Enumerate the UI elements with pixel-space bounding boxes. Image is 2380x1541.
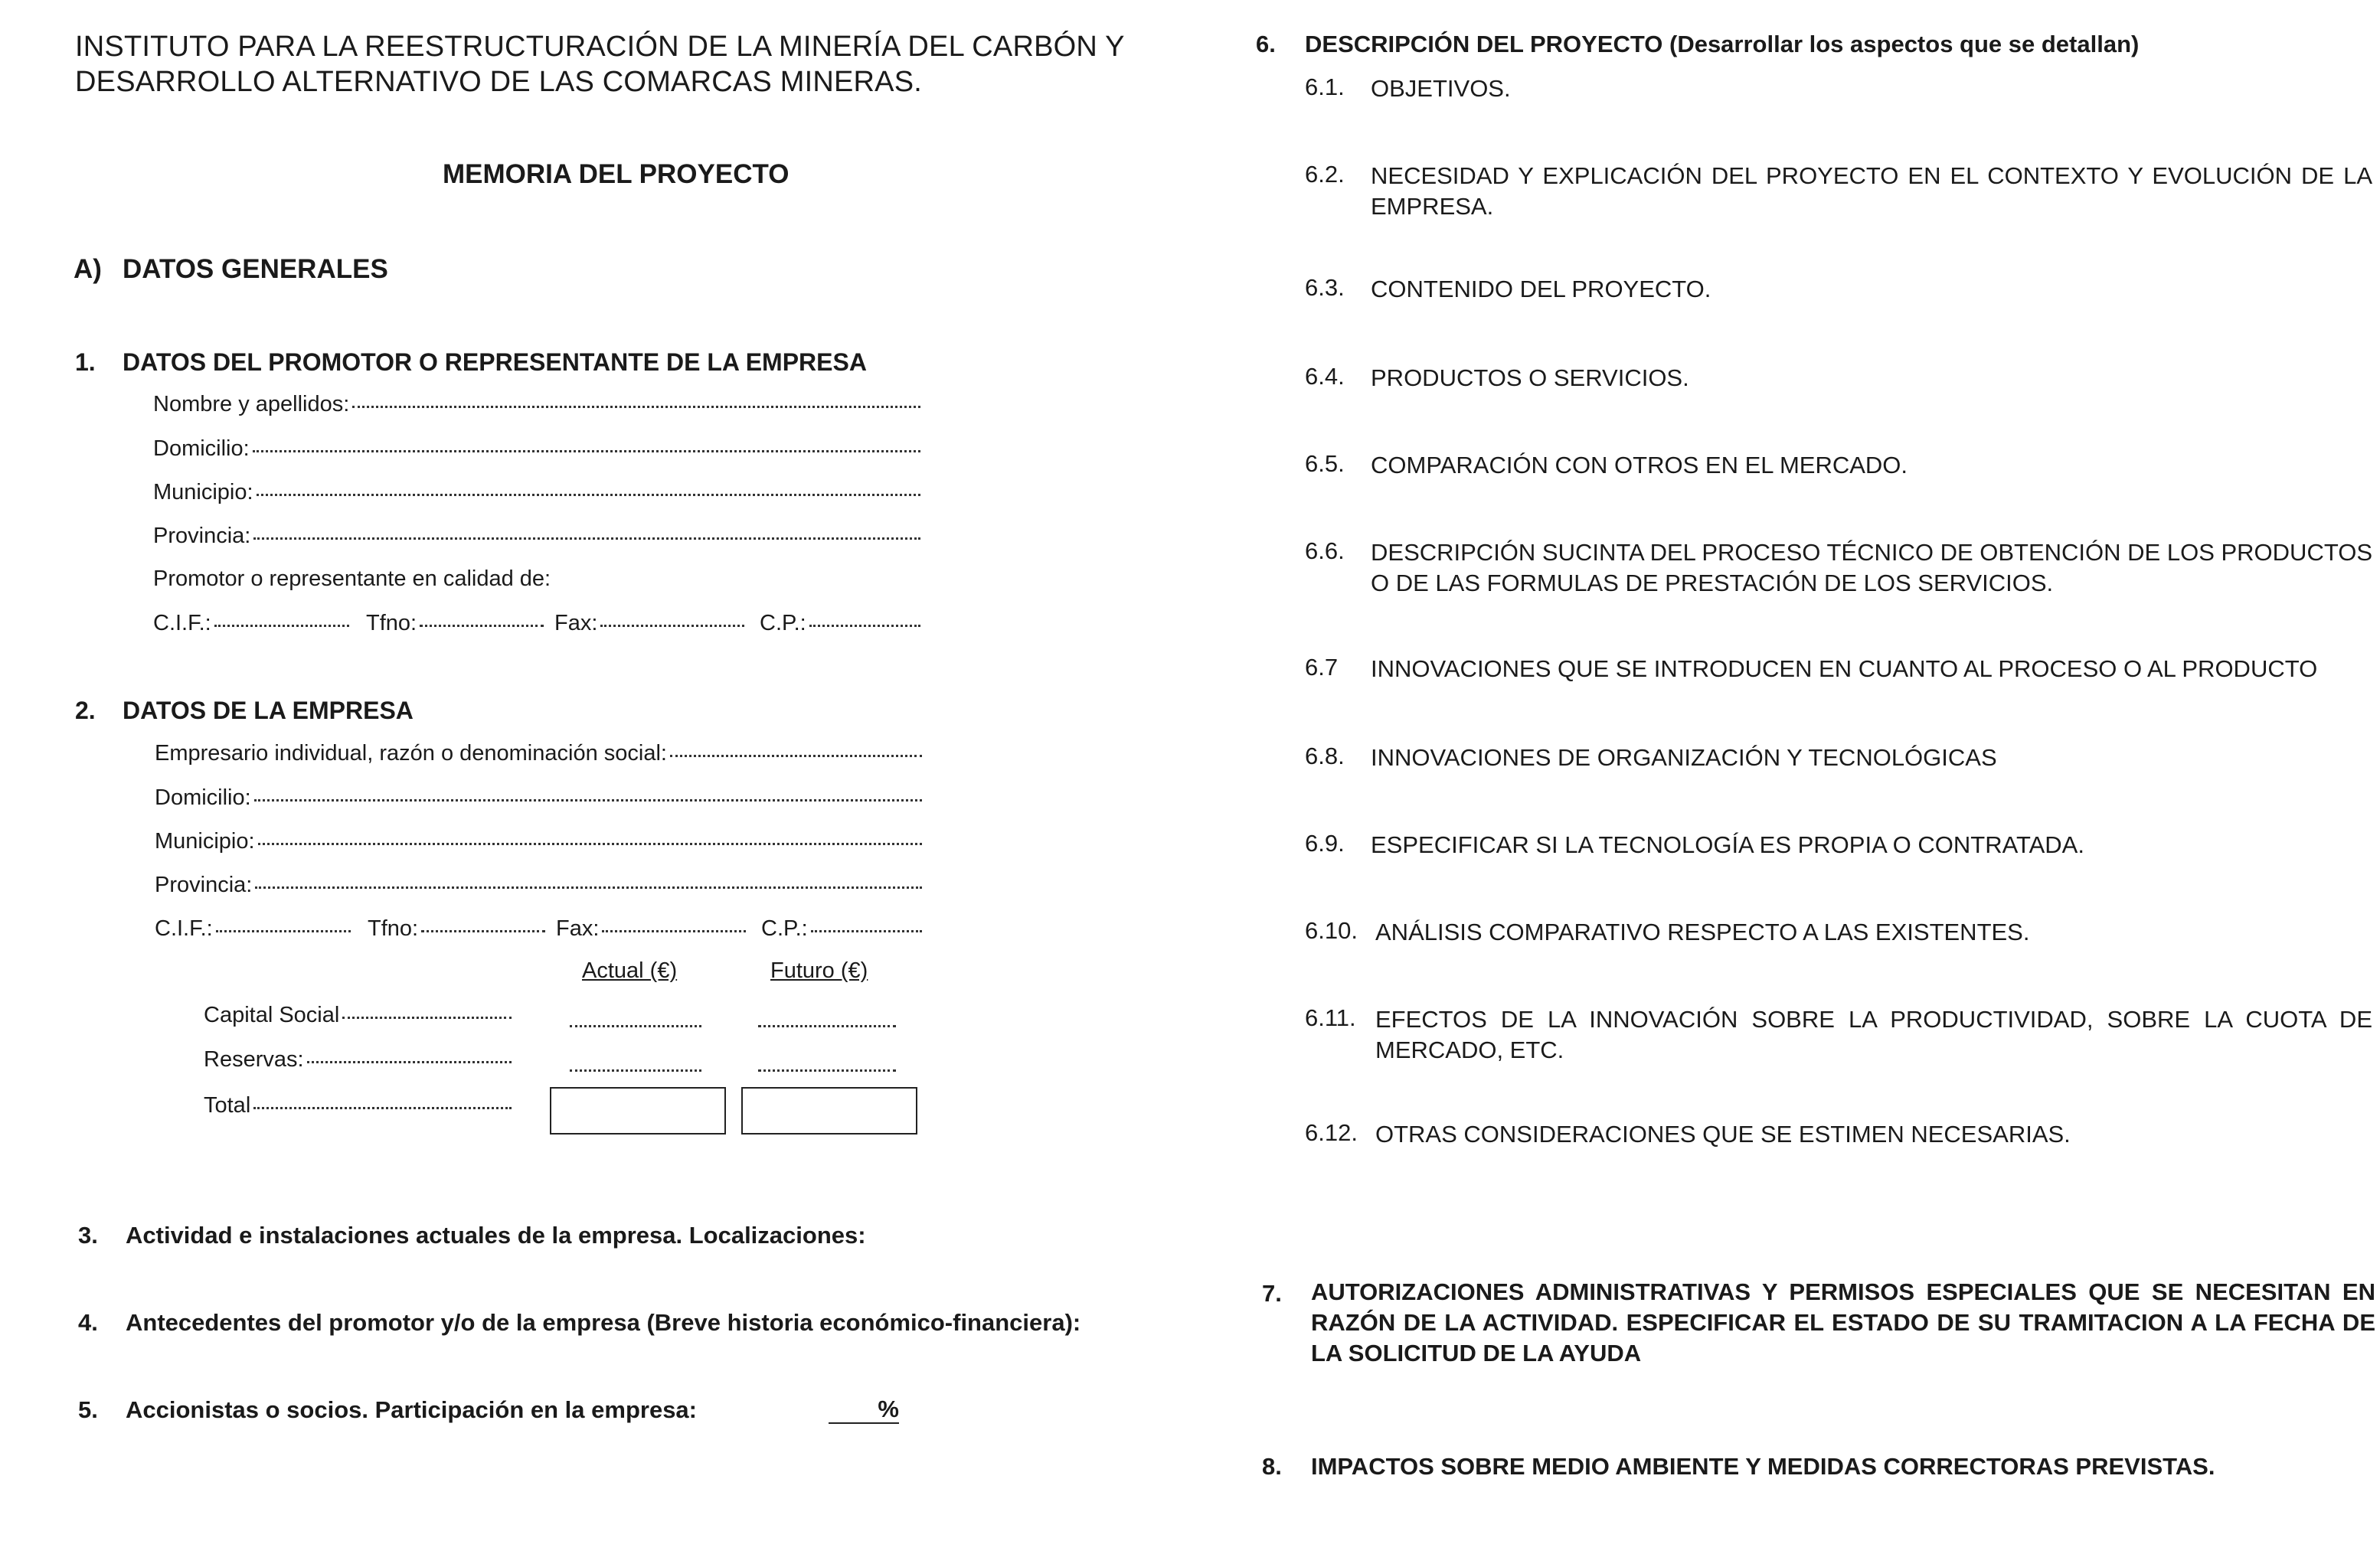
column-header-futuro: Futuro (€) [770, 958, 868, 983]
section-6-item-number: 6.4. [1305, 363, 1345, 390]
fill-line [253, 537, 920, 540]
company-name-label: Empresario individual, razón o denominación social: [155, 741, 667, 766]
section-6-item-number: 6.3. [1305, 274, 1345, 301]
phone-label: Tfno: [366, 611, 417, 635]
company-name-field[interactable] [155, 741, 925, 766]
capital-futuro-field[interactable] [758, 1024, 896, 1027]
section-6-item-number: 6.8. [1305, 743, 1345, 769]
section-6-item-text: OBJETIVOS. [1371, 75, 1511, 102]
participation-percent-field[interactable] [829, 1396, 899, 1424]
promoter-postcode-field[interactable] [760, 611, 924, 636]
section-5-number: 5. [78, 1396, 98, 1423]
section-6-item-number: 6.11. [1305, 1004, 1356, 1031]
section-8-text: IMPACTOS SOBRE MEDIO AMBIENTE Y MEDIDAS CORRECTORAS PREVISTAS. [1311, 1453, 2215, 1480]
fill-line [257, 494, 920, 496]
section-6-item-number: 6.2. [1305, 161, 1345, 188]
capital-social-row [204, 1003, 515, 1028]
section-5-text: Accionistas o socios. Participación en la empresa: [126, 1396, 697, 1423]
company-municipality-label: Municipio: [155, 829, 255, 854]
company-province-label: Provincia: [155, 873, 253, 897]
company-address-field[interactable] [155, 785, 925, 811]
promoter-capacity-label: Promotor o representante en calidad de: [153, 566, 551, 591]
promoter-cif-field[interactable] [153, 611, 352, 636]
promoter-municipality-field[interactable] [153, 480, 924, 505]
reservas-futuro-field[interactable] [758, 1069, 896, 1072]
total-actual-box[interactable] [550, 1087, 726, 1135]
section-6-number: 6. [1256, 31, 1276, 57]
fill-line [214, 625, 349, 627]
fill-line [342, 1017, 512, 1019]
fill-line [253, 1107, 512, 1109]
capital-social-label: Capital Social [204, 1003, 340, 1027]
section-7-text: AUTORIZACIONES ADMINISTRATIVAS Y PERMISOS ESPECIALES QUE SE NECESITAN EN RAZÓN DE LA ACTIVIDAD. ESPECIFICAR EL ESTADO DE SU TRAMITACION A LA FECHA DE LA SOLICITUD DE LA AYUDA [1311, 1278, 2375, 1366]
promoter-address-field[interactable] [153, 436, 924, 462]
fill-line [420, 625, 544, 627]
section-3-number: 3. [78, 1222, 98, 1249]
section-6-item-text: INNOVACIONES QUE SE INTRODUCEN EN CUANTO AL PROCESO O AL PRODUCTO [1371, 655, 2318, 682]
section-8-number: 8. [1262, 1453, 1282, 1480]
section-6-title: DESCRIPCIÓN DEL PROYECTO (Desarrollar los aspectos que se detallan) [1305, 31, 2140, 57]
fax-label: Fax: [554, 611, 598, 635]
section-6-item-number: 6.7 [1305, 654, 1339, 681]
company-postcode-field[interactable] [761, 916, 925, 942]
section-4-text: Antecedentes del promotor y/o de la empresa (Breve historia económico-financiera): [126, 1309, 1081, 1336]
section-6-item-text: COMPARACIÓN CON OTROS EN EL MERCADO. [1371, 452, 1908, 478]
column-header-actual: Actual (€) [582, 958, 678, 983]
cif-label: C.I.F.: [155, 916, 213, 941]
company-address-label: Domicilio: [155, 785, 251, 810]
section-6-item-number: 6.10. [1305, 917, 1358, 944]
fill-line [253, 450, 920, 452]
fill-line [258, 843, 922, 845]
section-1-title: DATOS DEL PROMOTOR O REPRESENTANTE DE LA EMPRESA [123, 348, 867, 376]
company-province-field[interactable] [155, 873, 925, 898]
section-1-number: 1. [75, 348, 96, 376]
promoter-province-field[interactable] [153, 524, 924, 549]
fill-line [352, 406, 920, 408]
section-6-item-text: ANÁLISIS COMPARATIVO RESPECTO A LAS EXISTENTES. [1375, 919, 2030, 945]
fill-line [602, 930, 746, 932]
company-municipality-field[interactable] [155, 829, 925, 854]
fill-line [254, 799, 922, 802]
promoter-municipality-label: Municipio: [153, 480, 253, 504]
section-6-item-number: 6.9. [1305, 830, 1345, 857]
section-4-number: 4. [78, 1309, 98, 1336]
total-row [204, 1093, 515, 1118]
section-2-title: DATOS DE LA EMPRESA [123, 697, 414, 724]
section-6-item-number: 6.5. [1305, 450, 1345, 477]
institute-heading: INSTITUTO PARA LA REESTRUCTURACIÓN DE LA MINERÍA DEL CARBÓN Y DESARROLLO ALTERNATIVO DE LAS COMARCAS MINERAS. [75, 31, 1124, 98]
postcode-label: C.P.: [761, 916, 808, 941]
promoter-name-field[interactable] [153, 392, 924, 417]
company-fax-field[interactable] [556, 916, 749, 942]
fill-line [307, 1061, 512, 1063]
fill-line [421, 930, 545, 932]
fill-line [216, 930, 351, 932]
section-a-letter: A) [74, 254, 102, 284]
promoter-phone-field[interactable] [366, 611, 547, 636]
reservas-actual-field[interactable] [570, 1069, 701, 1072]
section-6-item-text: INNOVACIONES DE ORGANIZACIÓN Y TECNOLÓGICAS [1371, 744, 1997, 771]
section-3-text: Actividad e instalaciones actuales de la empresa. Localizaciones: [126, 1222, 866, 1249]
fill-line [811, 930, 922, 932]
section-6-item-number: 6.1. [1305, 73, 1345, 100]
promoter-name-label: Nombre y apellidos: [153, 392, 350, 416]
section-6-item-number: 6.12. [1305, 1119, 1358, 1146]
cif-label: C.I.F.: [153, 611, 211, 635]
reservas-label: Reservas: [204, 1047, 304, 1072]
promoter-address-label: Domicilio: [153, 436, 250, 461]
phone-label: Tfno: [368, 916, 419, 941]
section-6-item-number: 6.6. [1305, 537, 1345, 564]
section-6-item-text: OTRAS CONSIDERACIONES QUE SE ESTIMEN NECESARIAS. [1375, 1121, 2071, 1148]
total-futuro-box[interactable] [741, 1087, 917, 1135]
section-6-item-text: DESCRIPCIÓN SUCINTA DEL PROCESO TÉCNICO DE OBTENCIÓN DE LOS PRODUCTOS O DE LAS FORMULAS DE PRESTACIÓN DE LOS SERVICIOS. [1371, 539, 2372, 596]
fill-line [600, 625, 744, 627]
capital-actual-field[interactable] [570, 1024, 701, 1027]
company-phone-field[interactable] [368, 916, 548, 942]
section-2-number: 2. [75, 697, 96, 724]
percent-sign: % [878, 1396, 899, 1422]
fax-label: Fax: [556, 916, 600, 941]
document-title: MEMORIA DEL PROYECTO [443, 159, 790, 189]
promoter-fax-field[interactable] [554, 611, 747, 636]
reservas-row [204, 1047, 515, 1072]
fill-line [255, 886, 922, 889]
section-6-item-text: ESPECIFICAR SI LA TECNOLOGÍA ES PROPIA O CONTRATADA. [1371, 831, 2084, 858]
section-a-title: DATOS GENERALES [123, 254, 388, 284]
fill-line [670, 755, 922, 757]
postcode-label: C.P.: [760, 611, 806, 635]
company-cif-field[interactable] [155, 916, 354, 942]
section-6-item-text: EFECTOS DE LA INNOVACIÓN SOBRE LA PRODUCTIVIDAD, SOBRE LA CUOTA DE MERCADO, ETC. [1375, 1006, 2372, 1063]
promoter-province-label: Provincia: [153, 524, 251, 548]
section-6-item-text: NECESIDAD Y EXPLICACIÓN DEL PROYECTO EN EL CONTEXTO Y EVOLUCIÓN DE LA EMPRESA. [1371, 162, 2372, 220]
section-6-item-text: CONTENIDO DEL PROYECTO. [1371, 276, 1711, 302]
section-6-item-text: PRODUCTOS O SERVICIOS. [1371, 364, 1689, 391]
total-label: Total [204, 1093, 251, 1118]
fill-line [809, 625, 920, 627]
section-7-number: 7. [1262, 1280, 1282, 1307]
